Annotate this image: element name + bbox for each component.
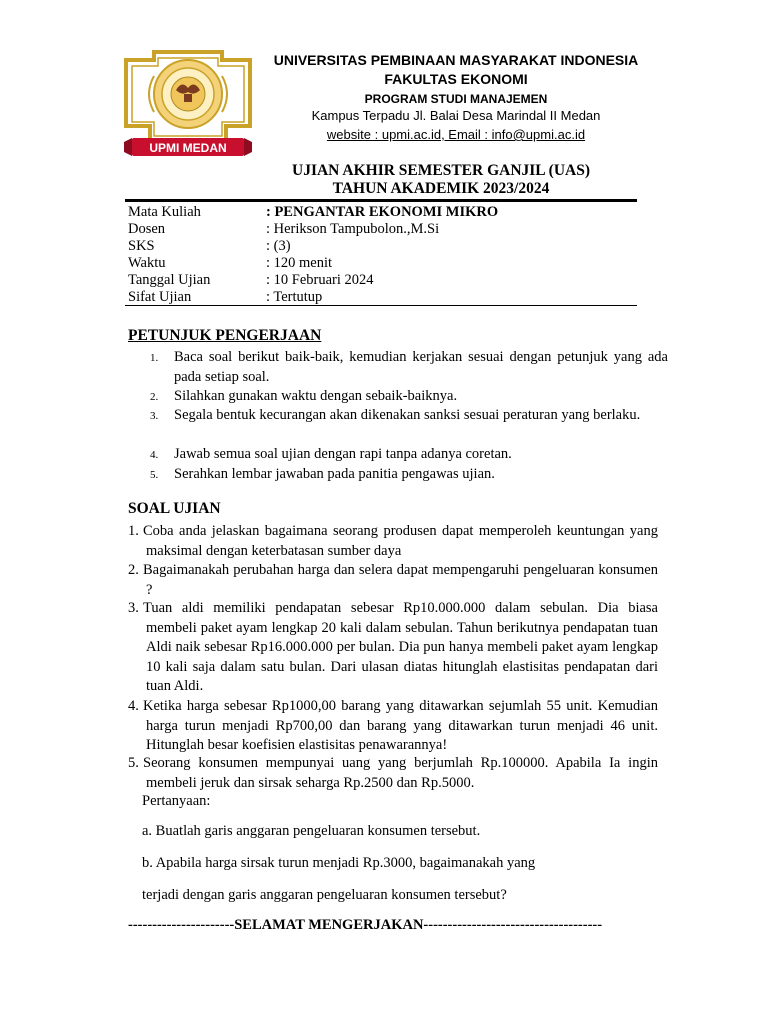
- upmi-seal-icon: [118, 46, 258, 162]
- sub-question-b: b. Apabila harga sirsak turun menjadi Rp.3000, bagaimanakah yang: [142, 855, 536, 871]
- academic-year: TAHUN AKADEMIK 2023/2024: [332, 180, 550, 197]
- divider-bottom: [125, 305, 637, 306]
- question-number: 4.: [128, 698, 139, 714]
- question-prompt: Pertanyaan:: [142, 793, 211, 809]
- faculty-name: FAKULTAS EKONOMI: [384, 71, 528, 87]
- info-value: : Herikson Tampubolon.,M.Si: [266, 221, 440, 237]
- instruction-number: 1.: [150, 352, 159, 364]
- sub-question-a: a. Buatlah garis anggaran pengeluaran konsumen tersebut.: [142, 823, 481, 839]
- info-value: : PENGANTAR EKONOMI MIKRO: [266, 204, 499, 220]
- info-label: Dosen: [128, 221, 166, 237]
- question-text: Coba anda jelaskan bagaimana seorang produsen dapat memperoleh keuntungan yang maksimal dengan keterbatasan sumber daya: [143, 523, 658, 559]
- info-label: Mata Kuliah: [128, 204, 201, 220]
- info-label: Waktu: [128, 255, 166, 271]
- logo-banner-text: UPMI MEDAN: [149, 141, 227, 155]
- questions-title: SOAL UJIAN: [128, 500, 221, 517]
- campus-address: Kampus Terpadu Jl. Balai Desa Marindal II Medan: [311, 108, 601, 123]
- info-label: SKS: [128, 238, 155, 254]
- question-number: 1.: [128, 523, 139, 539]
- question-number: 5.: [128, 755, 139, 771]
- instruction-number: 3.: [150, 410, 159, 422]
- info-value: : Tertutup: [266, 289, 323, 305]
- instruction-number: 4.: [150, 449, 159, 461]
- instruction-text: Segala bentuk kecurangan akan dikenakan sanksi sesuai peraturan yang berlaku.: [174, 407, 641, 423]
- closing-line: ----------------------SELAMAT MENGERJAKAN-------------------------------------: [128, 917, 603, 933]
- instruction-text: Serahkan lembar jawaban pada panitia pengawas ujian.: [174, 466, 495, 482]
- info-value: : 120 menit: [266, 255, 333, 271]
- question-text: Ketika harga sebesar Rp1000,00 barang yang ditawarkan sejumlah 55 unit. Kemudian harga turun menjadi Rp700,00 dan barang yang ditawarkan turun menjadi 46 unit. Hitunglah besar koefisien elastisitas penawarannya!: [143, 698, 658, 753]
- info-label: Tanggal Ujian: [128, 272, 211, 288]
- instruction-text: Silahkan gunakan waktu dengan sebaik-baiknya.: [174, 388, 458, 404]
- question-text: Bagaimanakah perubahan harga dan selera dapat mempengaruhi pengeluaran konsumen ?: [143, 562, 658, 598]
- instruction-number: 5.: [150, 469, 159, 481]
- info-value: : (3): [266, 238, 291, 254]
- instruction-text: Baca soal berikut baik-baik, kemudian kerjakan sesuai dengan petunjuk yang ada pada setiap soal.: [174, 349, 668, 385]
- info-value: : 10 Februari 2024: [266, 272, 374, 288]
- contact-line: website : upmi.ac.id, Email : info@upmi.ac.id: [326, 127, 586, 142]
- question-text: Seorang konsumen mempunyai uang yang berjumlah Rp.100000. Apabila Ia ingin membeli jeruk dan sirsak seharga Rp.2500 dan Rp.5000.: [143, 755, 658, 791]
- divider-top: [125, 199, 637, 202]
- program-name: PROGRAM STUDI MANAJEMEN: [364, 92, 548, 106]
- instruction-text: Jawab semua soal ujian dengan rapi tanpa adanya coretan.: [174, 446, 512, 462]
- exam-title: UJIAN AKHIR SEMESTER GANJIL (UAS): [292, 162, 590, 179]
- university-name: UNIVERSITAS PEMBINAAN MASYARAKAT INDONESIA: [273, 52, 639, 68]
- question-text: Tuan aldi memiliki pendapatan sebesar Rp10.000.000 dalam sebulan. Dia biasa membeli paket ayam lengkap 20 kali dalam sebulan. Tahun berikutnya pendapatan tuan Aldi naik sebesar Rp16.000.000 per bulan. Dia pun hanya membeli paket ayam lengkap 10 kali saja dalam satu bulan. Dari ulasan diatas hitunglah elastisitas pendapatan dari tuan Aldi.: [143, 600, 658, 694]
- instruction-number: 2.: [150, 391, 159, 403]
- info-label: Sifat Ujian: [128, 289, 192, 305]
- question-number: 3.: [128, 600, 139, 616]
- university-logo: [118, 46, 258, 162]
- sub-question-b-continued: terjadi dengan garis anggaran pengeluaran konsumen tersebut?: [142, 887, 507, 903]
- instructions-title: PETUNJUK PENGERJAAN: [128, 327, 322, 344]
- question-number: 2.: [128, 562, 139, 578]
